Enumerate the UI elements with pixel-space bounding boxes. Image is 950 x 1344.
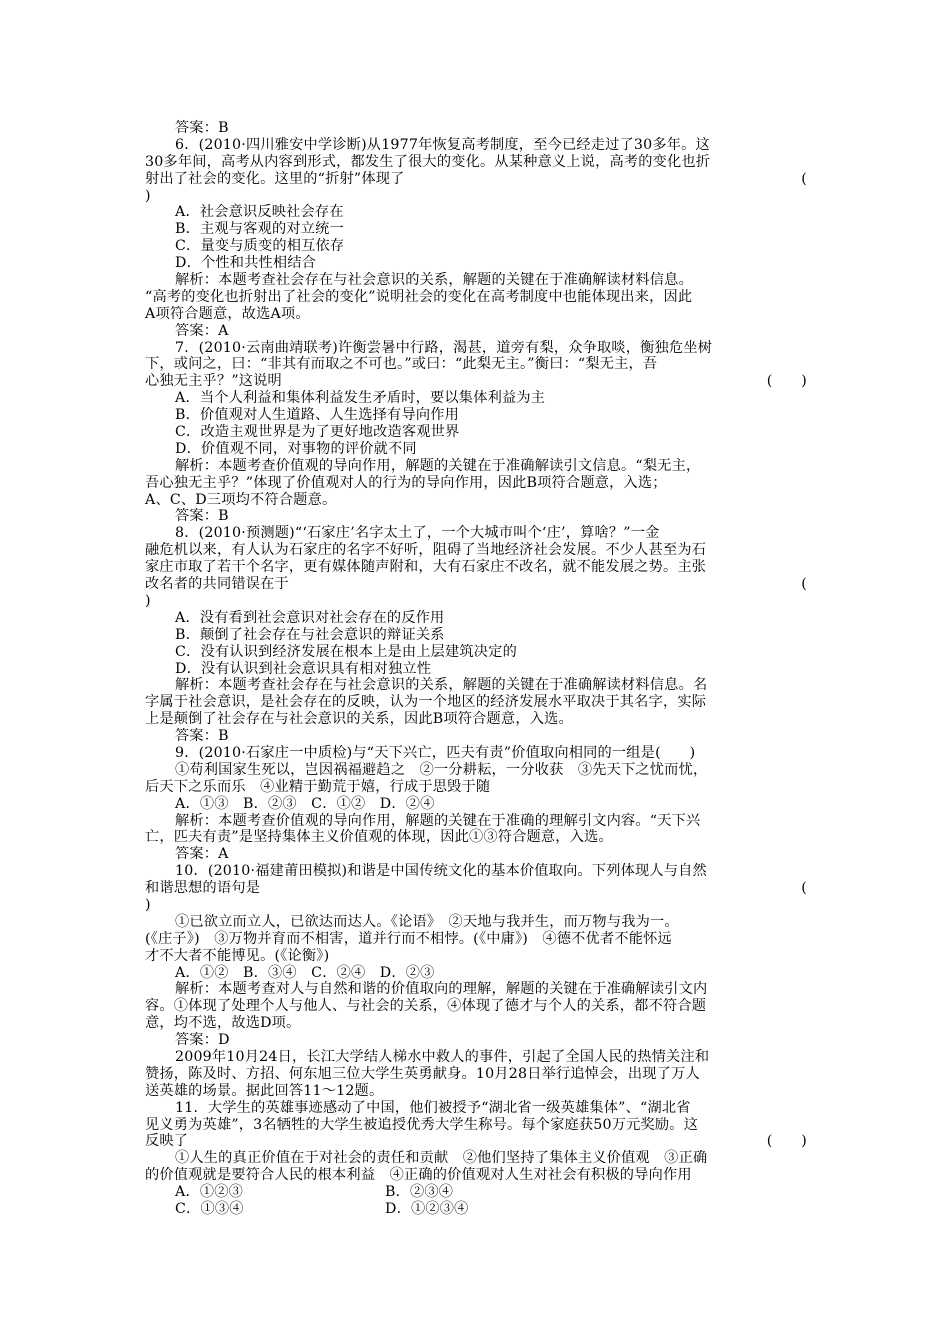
text-line: B．价值观对人生道路、人生选择有导向作用 [175, 407, 459, 424]
text-line: A．①③ B．②③ C．①② D．②④ [175, 795, 435, 812]
text-line: 8．(2010·预测题)“‘石家庄’名字太土了，一个大城市叫个‘庄’，算啥？”一金 [175, 525, 660, 542]
text-line: A．当个人利益和集体利益发生矛盾时，要以集体利益为主 [175, 390, 546, 407]
text-line: B．主观与客观的对立统一 [175, 221, 344, 238]
text-line: 答案：B [175, 728, 229, 745]
text-line: 6．(2010·四川雅安中学诊断)从1977年恢复高考制度，至今已经走过了30多年。这 [175, 136, 710, 153]
text-line: A．社会意识反映社会存在 [175, 204, 344, 221]
text-line: 解析：本题考查价值观的导向作用，解题的关键在于准确的理解引文内容。“天下兴 [175, 812, 701, 829]
option-item: C．①③④ [175, 1201, 244, 1217]
text-line: 字属于社会意识，是社会存在的反映，认为一个地区的经济发展水平取决于其名字，实际 [145, 694, 707, 711]
text-line: ) [145, 187, 151, 204]
text-line: 答案：B [175, 508, 229, 525]
text-line: A、C、D三项均不符合题意。 [145, 491, 337, 508]
answer-paren: ( [801, 170, 807, 187]
text-line: 9．(2010·石家庄一中质检)与“天下兴亡，匹夫有责”价值取向相同的一组是( ) [175, 744, 696, 761]
line-text: 射出了社会的变化。这里的“折射”体现了 [145, 170, 405, 187]
option-row [145, 1201, 807, 1218]
line-text: 改名者的共同错误在于 [145, 576, 289, 593]
text-line: 2009年10月24日，长江大学结人梯水中救人的事件，引起了全国人民的热情关注和 [175, 1048, 710, 1065]
option-item: D．①②③④ [385, 1201, 469, 1217]
text-line: 容。①体现了处理个人与他人、与社会的关系，④体现了德才与个人的关系，都不符合题 [145, 998, 707, 1015]
text-line: C．没有认识到经济发展在根本上是由上层建筑决定的 [175, 643, 517, 660]
text-line: 11．大学生的英雄事迹感动了中国，他们被授予“湖北省一级英雄集体”、“湖北省 [175, 1099, 691, 1116]
text-line: 才不大者不能博见。(《论衡》) [145, 947, 330, 964]
text-line: 解析：本题考查社会存在与社会意识的关系，解题的关键在于准确解读材料信息。 [175, 272, 693, 289]
text-line: 答案：A [175, 846, 229, 863]
text-line: ①人生的真正价值在于对社会的责任和贡献 ②他们坚持了集体主义价值观 ③正确 [175, 1150, 708, 1167]
text-line: C．量变与质变的相互依存 [175, 238, 345, 255]
text-line: D．价值观不同，对事物的评价就不同 [175, 440, 417, 457]
option-item: A．①②③ [175, 1184, 243, 1201]
text-line: ) [145, 896, 151, 913]
line-text: 心独无主乎？”这说明 [145, 373, 282, 390]
text-line: 的价值观就是要符合人民的根本利益 ④正确的价值观对人生对社会有积极的导向作用 [145, 1167, 692, 1184]
text-line: 见义勇为英雄”，3名牺牲的大学生被追授优秀大学生称号。每个家庭获50万元奖励。这 [145, 1116, 699, 1133]
answer-paren: ( ) [766, 373, 807, 390]
text-line: A．①② B．③④ C．②④ D．②③ [175, 964, 435, 981]
text-line: 答案：A [175, 322, 229, 339]
line-text: 和谐思想的语句是 [145, 880, 261, 897]
text-line: 亡，匹夫有责”是坚持集体主义价值观的体现，因此①③符合题意，入选。 [145, 829, 613, 846]
text-line: A．没有看到社会意识对社会存在的反作用 [175, 609, 445, 626]
text-line: (《庄子》) ③万物并育而不相害，道并行而不相悖。(《中庸》) ④德不优者不能怀远 [145, 930, 672, 947]
text-line: 答案：D [175, 1032, 230, 1049]
text-line [145, 373, 807, 390]
text-line: 融危机以来，有人认为石家庄的名字不好听，阻碍了当地经济社会发展。不少人甚至为石 [145, 542, 707, 559]
document-body [145, 120, 807, 1218]
text-line: “高考的变化也折射出了社会的变化”说明社会的变化在高考制度中也能体现出来，因此 [145, 288, 693, 305]
text-line: D．没有认识到社会意识具有相对独立性 [175, 660, 432, 677]
text-line: 解析：本题考查对人与自然和谐的价值取向的理解，解题的关键在于准确解读引文内 [175, 981, 708, 998]
text-line: 解析：本题考查价值观的导向作用，解题的关键在于准确解读引文信息。“梨无主， [175, 457, 701, 474]
text-line: 10．(2010·福建莆田模拟)和谐是中国传统文化的基本价值取向。下列体现人与自然 [175, 863, 707, 880]
answer-paren: ( [801, 880, 807, 897]
text-line: ①已欲立而立人，已欲达而达人。《论语》 ②天地与我并生，而万物与我为一。 [175, 913, 679, 930]
text-line: 7．(2010·云南曲靖联考)许衡尝暑中行路，渴甚，道旁有梨，众争取啖，衡独危坐树 [175, 339, 713, 356]
text-line: 吾心独无主乎？”体现了价值观对人的行为的导向作用，因此B项符合题意，入选； [145, 474, 667, 491]
text-line: 30多年间，高考从内容到形式，都发生了很大的变化。从某种意义上说，高考的变化也折 [145, 153, 711, 170]
text-line: A项符合题意，故选A项。 [145, 305, 310, 322]
text-line: 赞扬，陈及时、方招、何东旭三位大学生英勇献身。10月28日举行追悼会，出现了万人 [145, 1065, 700, 1082]
text-line: 答案：B [175, 120, 229, 136]
line-text: 反映了 [145, 1133, 189, 1150]
text-line: ①苟利国家生死以，岂因祸福避趋之 ②一分耕耘，一分收获 ③先天下之忧而忧， [175, 761, 708, 778]
option-item: B．②③④ [385, 1184, 454, 1201]
option-row [145, 1184, 807, 1201]
text-line: 送英雄的场景。据此回答11～12题。 [145, 1082, 384, 1099]
text-line: D．个性和共性相结合 [175, 255, 317, 272]
text-line: ) [145, 592, 151, 609]
text-line: C．改造主观世界是为了更好地改造客观世界 [175, 424, 460, 441]
text-line: 解析：本题考查社会存在与社会意识的关系，解题的关键在于准确解读材料信息。名 [175, 677, 708, 694]
text-line: 意，均不选，故选D项。 [145, 1015, 301, 1032]
answer-paren: ( [801, 576, 807, 593]
text-line: 上是颠倒了社会存在与社会意识的关系，因此B项符合题意，入选。 [145, 711, 573, 728]
text-line: 下，或问之，曰：“非其有而取之不可也。”或曰：“此梨无主。”衡曰：“梨无主，吾 [145, 356, 658, 373]
text-line: 家庄市取了若干个名字，更有媒体随声附和，大有石家庄不改名，就不能发展之势。主张 [145, 559, 707, 576]
text-line [145, 576, 807, 593]
text-line: 后天下之乐而乐 ④业精于勤荒于嬉，行成于思毁于随 [145, 778, 491, 795]
answer-paren: ( ) [766, 1133, 807, 1150]
text-line [145, 171, 807, 188]
text-line [145, 880, 807, 897]
text-line [145, 1133, 807, 1150]
text-line: B．颠倒了社会存在与社会意识的辩证关系 [175, 626, 445, 643]
